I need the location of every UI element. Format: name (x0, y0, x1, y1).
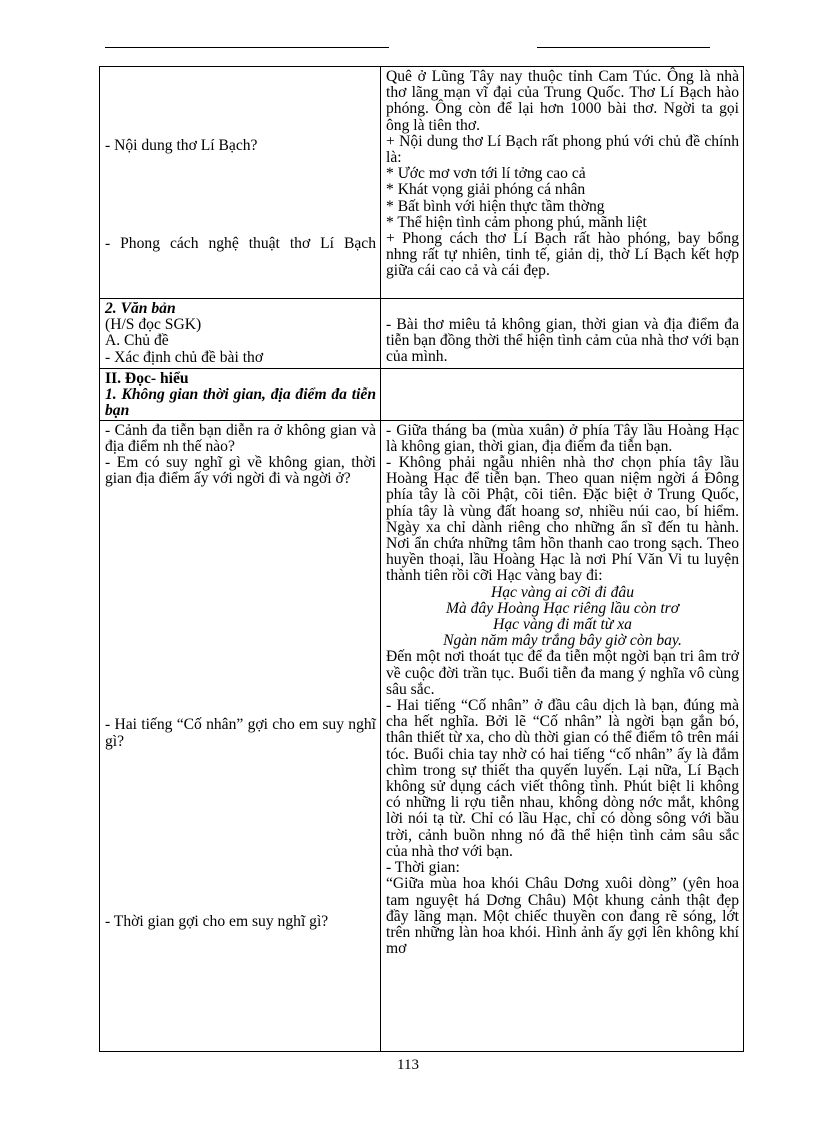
right-cell (381, 299, 744, 369)
question-style: - Phong cách nghệ thuật thơ Lí Bạch (105, 235, 376, 253)
left-cell (100, 299, 381, 369)
answer-co-nhan: - Hai tiếng “Cố nhân” ở đầu câu dịch là bạn, đúng mà cha hết nghĩa. Bởi lẽ “Cố nhân” là ngời bạn gắn bó, thân thiết từ xa, cho dù thời gian có thể điểm tô trên mái tóc. Buổi chia tay nhờ có hai tiếng “cố nhân” ấy là đắm chìm trong sự thiết tha quyến luyến. Lại nữa, Lí Bạch không sử dụng cách viết thông tình. Phút biệt li không có những li rợu tiễn nhau, không dòng nớc mắt, không lời nói tạ từ. Chỉ có lầu Hạc, chỉ có dòng sông với bầu trời, cảnh buồn nhng nó đã thể hiện tình cảm sâu sắc của nhà thơ với bạn. (386, 697, 739, 860)
poem-line: Mà đây Hoàng Hạc riêng lầu còn trơ (445, 599, 680, 617)
answer-west: - Không phải ngẫu nhiên nhà thơ chọn phía tây lầu Hoàng Hạc để tiễn bạn. Theo quan niệm ngời á Đông phía tây là cõi Phật, cõi tiên. Đặc biệt ở Trung Quốc, phía tây là vùng đất hoang sơ, nhiều núi cao, bí hiểm. Ngày xa chỉ dành riêng cho những ẩn sĩ đến tu hành. Nơi ẩn chứa những tâm hồn thanh cao trong sạch. Theo huyền thoại, lầu Hoàng Hạc là nơi Phí Văn Vi tu luyện thành tiên rồi cỡi Hạc vàng bay đi: (386, 454, 739, 585)
answer-time: “Giữa mùa hoa khói Châu Dơng xuôi dòng” (yên hoa tam nguyệt há Dơng Châu) Một khung cảnh thật đẹp đầy lãng mạn. Một chiếc thuyền con đang rẽ sóng, lớt trên những làn hoa khói. Hình ảnh ấy gợi lên không khí mơ (386, 875, 739, 958)
author-intro: Quê ở Lũng Tây nay thuộc tỉnh Cam Túc. Ông là nhà thơ lãng mạn vĩ đại của Trung Quốc. Thơ Lí Bạch hào phóng. Ông còn để lại hơn 1000 bài thơ. Ngời ta gọi ông là tiên thơ. (386, 68, 739, 134)
question-co-nhan: - Hai tiếng “Cố nhân” gợi cho em suy nghĩ gì? (105, 716, 376, 750)
theme-answer: - Bài thơ miêu tả không gian, thời gian và địa điểm đa tiễn bạn đồng thời thể hiện tình cảm của nhà thơ với bạn của mình. (386, 316, 739, 366)
heading-chude: A. Chủ đề (105, 332, 169, 350)
poem-line: Ngàn năm mây trắng bây giờ còn bay. (443, 632, 682, 650)
lesson-table (99, 66, 744, 1052)
poem-line: Hạc vàng ai cỡi đi đâu (490, 583, 634, 601)
question-time: - Thời gian gợi cho em suy nghĩ gì? (105, 912, 329, 930)
question-meaning: - Em có suy nghĩ gì về không gian, thời gian địa điểm ấy với ngời đi và ngời ở? (105, 454, 376, 488)
section-vanban: 2. Văn bản (105, 300, 176, 317)
content-heading: + Nội dung thơ Lí Bạch rất phong phú với chủ đề chính là: (386, 132, 739, 167)
bullet-item: * Ước mơ vơn tới lí tởng cao cả (386, 165, 586, 183)
left-cell (100, 67, 381, 299)
note-read-sgk: (H/S đọc SGK) (105, 316, 202, 334)
question-theme: - Xác định chủ đề bài thơ (105, 348, 264, 366)
style-answer: + Phong cách thơ Lí Bạch rất hào phóng, bay bổng nhng rất tự nhiên, tinh tế, giản dị, thờ Lí Bạch kết hợp giữa cái cao cả và cái đẹp. (386, 230, 739, 280)
bullet-item: * Bất bình với hiện thực tầm thờng (386, 197, 605, 215)
page-number: 113 (397, 1057, 419, 1073)
question-scene: - Cảnh đa tiễn bạn diễn ra ở không gian và địa điểm nh thế nào? (105, 421, 376, 455)
table-row (100, 420, 744, 1051)
bullet-item: * Khát vọng giải phóng cá nhân (386, 181, 586, 199)
header-rule-left (105, 47, 389, 48)
table-row (100, 369, 744, 421)
right-cell (381, 369, 744, 421)
answer-farewell: Đến một nơi thoát tục để đa tiễn một ngời bạn tri âm trở về cuộc đời trần tục. Buổi tiễn đa mang ý nghĩa vô cùng sâu sắc. (386, 648, 739, 698)
answer-time-heading: - Thời gian: (386, 859, 460, 877)
right-cell (381, 67, 744, 299)
table-row (100, 299, 744, 369)
subsection-1: 1. Không gian thời gian, địa điểm đa tiễn bạn (105, 386, 376, 420)
right-cell (381, 420, 744, 1051)
question-content: - Nội dung thơ Lí Bạch? (105, 137, 258, 154)
left-cell (100, 369, 381, 421)
table-row (100, 67, 744, 299)
poem-line: Hạc vàng đi mất từ xa (493, 616, 632, 634)
answer-scene: - Giữa tháng ba (mùa xuân) ở phía Tây lầu Hoàng Hạc là không gian, thời gian, địa điểm đa tiễn bạn. (386, 421, 739, 455)
left-cell (100, 420, 381, 1051)
bullet-item: * Thể hiện tình cảm phong phú, mãnh liệt (386, 213, 647, 231)
section-dochieu: II. Đọc- hiểu (105, 370, 189, 387)
header-rule-right (537, 47, 710, 48)
